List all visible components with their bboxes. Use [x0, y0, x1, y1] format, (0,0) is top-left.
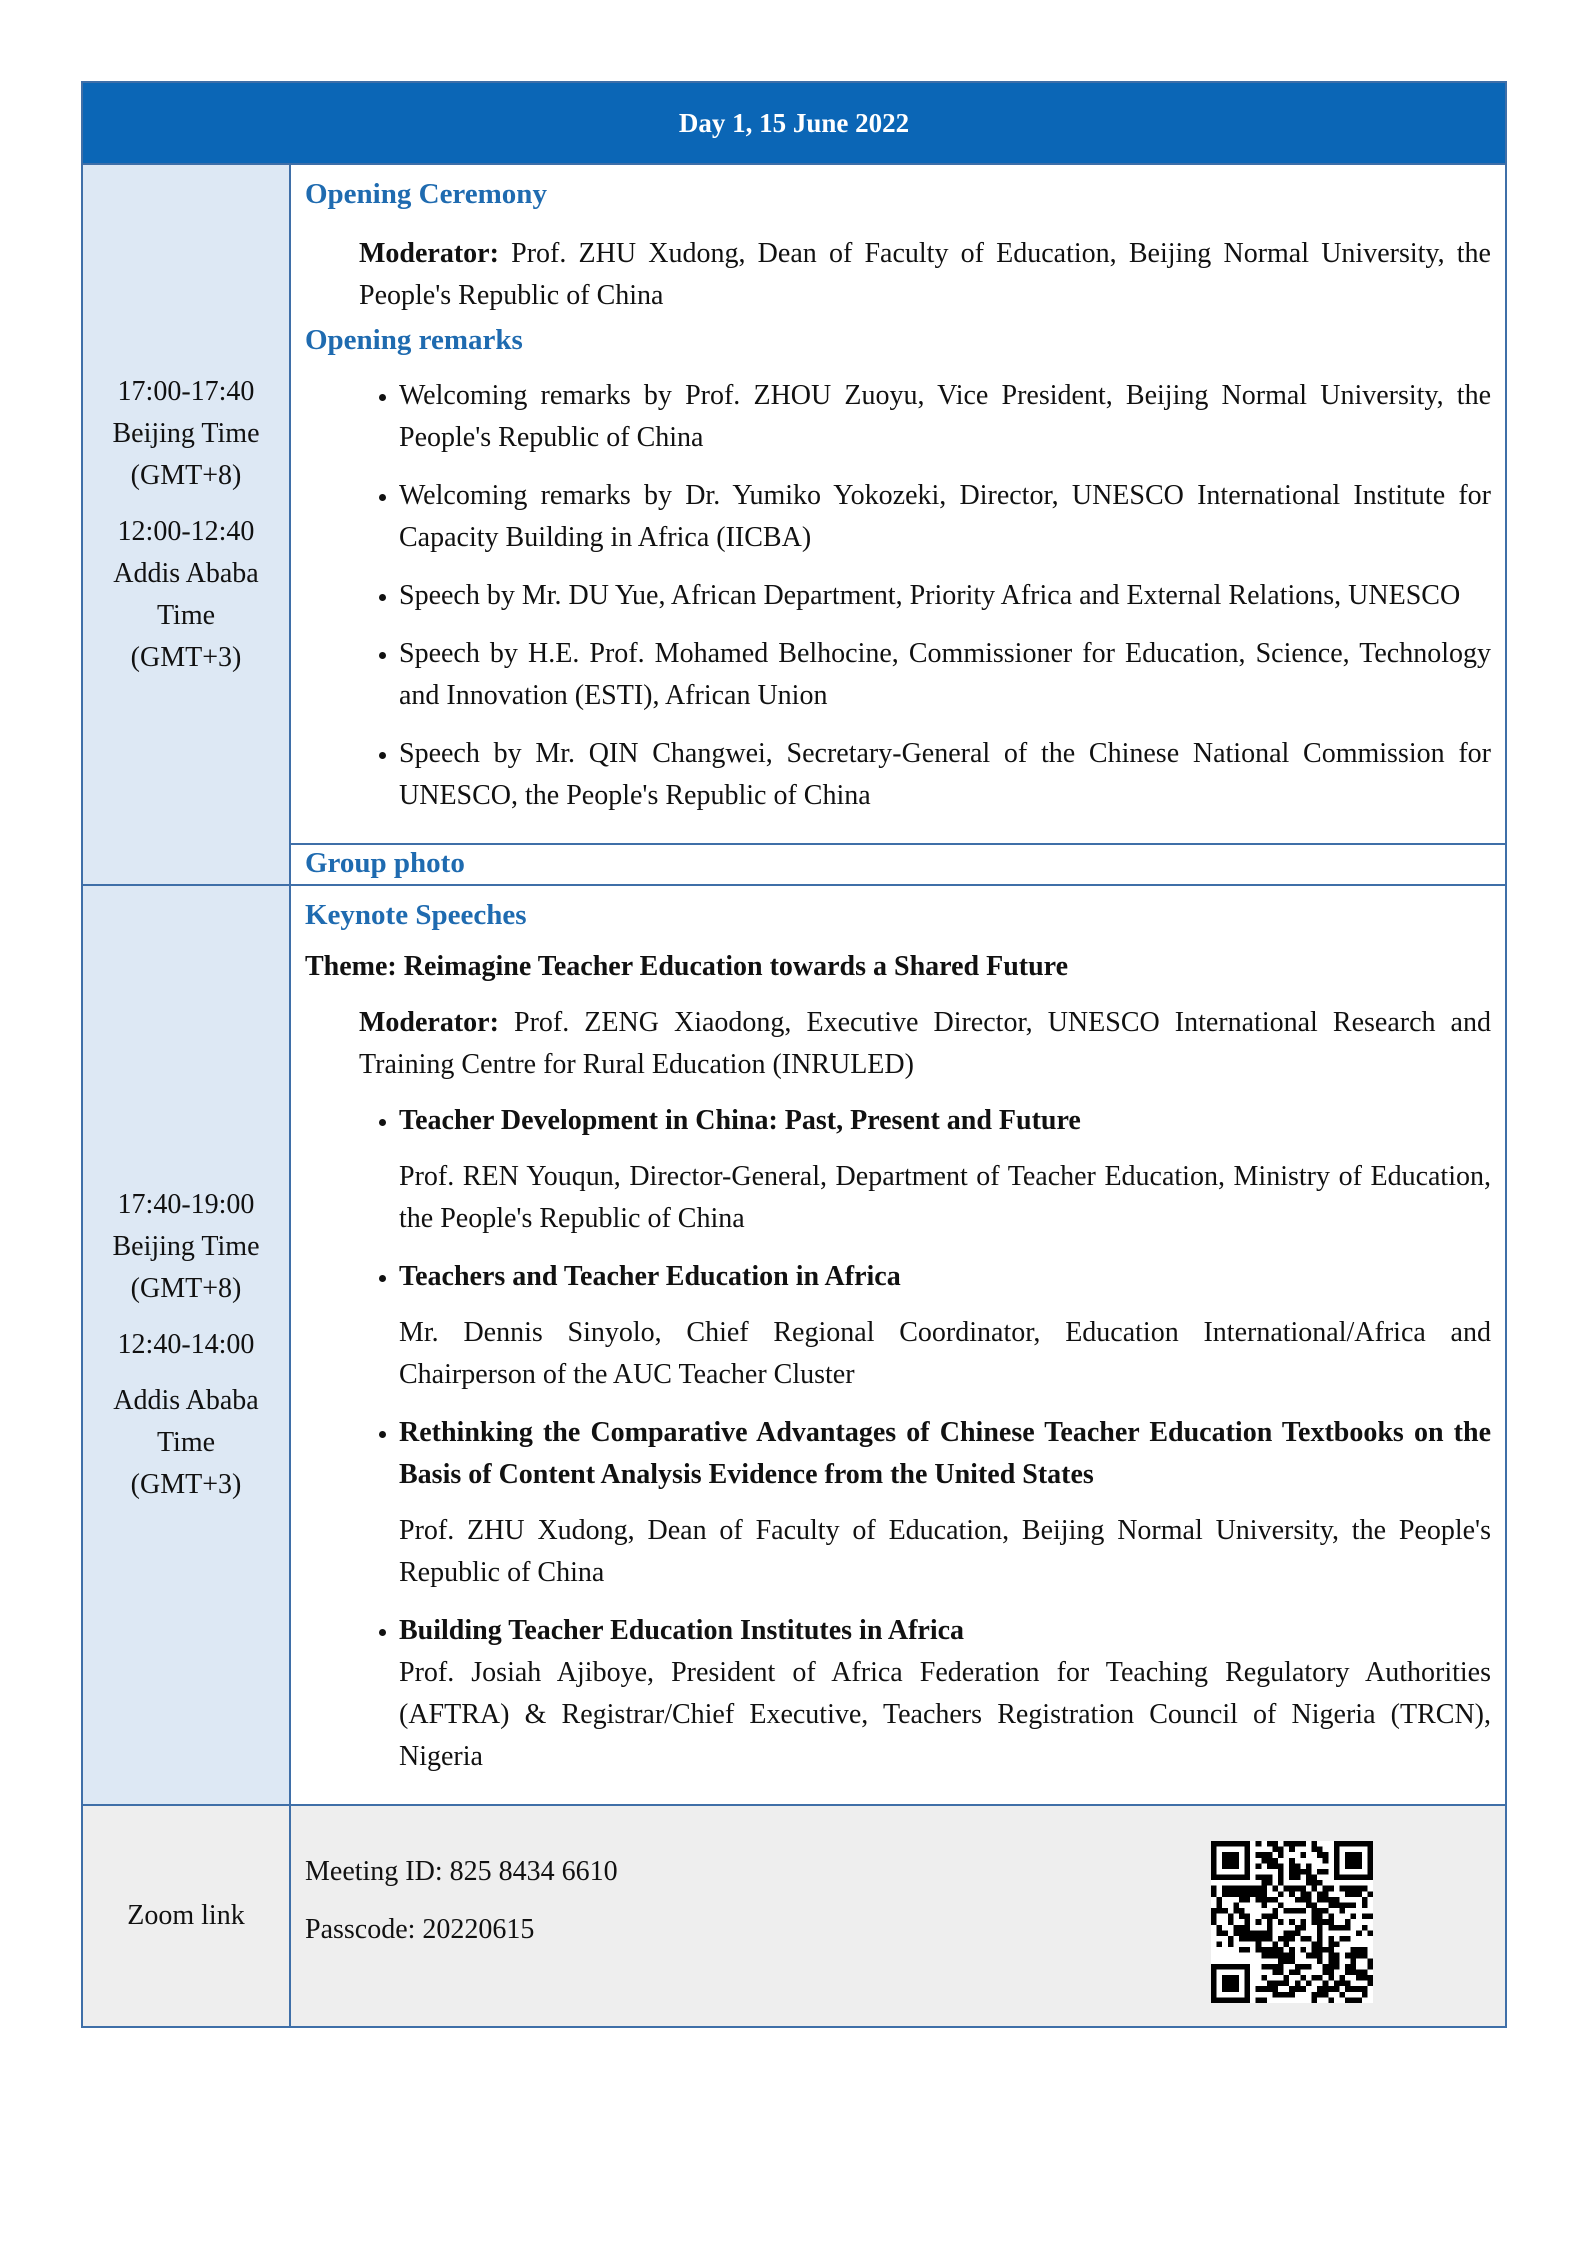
session2-time-beijing: 17:40-19:00 — [117, 1189, 255, 1220]
meeting-id: Meeting ID: 825 8434 6610 — [305, 1856, 618, 1887]
session2-zone-addis-name-2: Time — [156, 1427, 216, 1458]
session1-time-cell — [82, 164, 290, 885]
talk-speaker: Prof. Josiah Ajiboye, President of Africa Federation for Teaching Regulatory Authorities (AFTRA) & Registrar/Chief Executive, Teachers Registration Council of Nigeria (TRCN), Nigeria — [399, 1657, 1491, 1772]
session1-zone-addis-offset: (GMT+3) — [130, 641, 242, 673]
list-item: • Welcoming remarks by Prof. ZHOU Zuoyu, Vice President, Beijing Normal University, the People's Republic of China — [399, 375, 1491, 459]
zoom-details — [290, 1805, 1506, 2027]
moderator-text: Prof. ZENG Xiaodong, Executive Director, UNESCO International Research and Training Centre for Rural Education (INRULED) — [359, 1007, 1491, 1080]
zoom-label: Zoom link — [82, 1805, 290, 2027]
session2-theme: Theme: Reimagine Teacher Education towards a Shared Future — [305, 951, 1069, 982]
session1-time-addis: 12:00-12:40 — [117, 515, 255, 547]
session1-moderator — [359, 233, 1491, 317]
session1-zone-beijing-name: Beijing Time — [112, 417, 260, 449]
talk-speaker: Prof. REN Youqun, Director-General, Department of Teacher Education, Ministry of Education, the People's Republic of China — [399, 1161, 1491, 1234]
list-item — [399, 1610, 1491, 1778]
group-photo-cell — [290, 844, 1506, 885]
list-item — [399, 1256, 1491, 1396]
group-photo-title: Group photo — [305, 847, 465, 879]
opening-ceremony-title: Opening Ceremony — [305, 178, 547, 210]
session2-content — [290, 885, 1506, 1805]
talk-title: • Rethinking the Comparative Advantages of Chinese Teacher Education Textbooks on the Basis of Content Analysis Evidence from the United States — [399, 1417, 1491, 1490]
list-item: • Speech by H.E. Prof. Mohamed Belhocine, Commissioner for Education, Science, Technology and Innovation (ESTI), African Union — [399, 633, 1491, 717]
day-header: Day 1, 15 June 2022 — [82, 82, 1506, 164]
talk-title: • Teachers and Teacher Education in Africa — [399, 1261, 901, 1292]
list-item — [399, 1100, 1491, 1240]
session2-zone-beijing-offset: (GMT+8) — [130, 1273, 242, 1304]
talk-title: • Building Teacher Education Institutes in Africa — [399, 1615, 965, 1646]
session2-time-addis: 12:40-14:00 — [117, 1329, 255, 1360]
session2-zone-addis-name-1: Addis Ababa — [113, 1385, 259, 1416]
keynote-list — [305, 1100, 1491, 1778]
talk-speaker: Mr. Dennis Sinyolo, Chief Regional Coordinator, Education International/Africa and Chairperson of the AUC Teacher Cluster — [399, 1317, 1491, 1390]
session2-time-cell — [82, 885, 290, 1805]
list-item: • Speech by Mr. QIN Changwei, Secretary-General of the Chinese National Commission for UNESCO, the People's Republic of China — [399, 733, 1491, 817]
talk-speaker: Prof. ZHU Xudong, Dean of Faculty of Education, Beijing Normal University, the People's Republic of China — [399, 1515, 1491, 1588]
opening-remarks-title: Opening remarks — [305, 324, 523, 356]
keynote-title: Keynote Speeches — [305, 899, 527, 931]
schedule-table — [81, 81, 1507, 2028]
session1-time-beijing: 17:00-17:40 — [117, 375, 255, 407]
moderator-label: Moderator: — [359, 238, 499, 269]
moderator-text: Prof. ZHU Xudong, Dean of Faculty of Education, Beijing Normal University, the People's Republic of China — [359, 238, 1491, 311]
session1-zone-addis-name-2: Time — [156, 599, 216, 631]
moderator-label: Moderator: — [359, 1007, 499, 1038]
qr-code-icon[interactable] — [1211, 1841, 1373, 2003]
passcode: Passcode: 20220615 — [305, 1914, 535, 1945]
session1-zone-addis-name-1: Addis Ababa — [113, 557, 259, 589]
list-item — [399, 1412, 1491, 1594]
session2-zone-beijing-name: Beijing Time — [112, 1231, 260, 1262]
list-item: • Welcoming remarks by Dr. Yumiko Yokozeki, Director, UNESCO International Institute for Capacity Building in Africa (IICBA) — [399, 475, 1491, 559]
session2-zone-addis-offset: (GMT+3) — [130, 1469, 242, 1500]
talk-title: • Teacher Development in China: Past, Present and Future — [399, 1105, 1081, 1136]
session1-content — [290, 164, 1506, 844]
session2-moderator — [359, 1002, 1491, 1086]
session1-zone-beijing-offset: (GMT+8) — [130, 459, 242, 491]
list-item: • Speech by Mr. DU Yue, African Department, Priority Africa and External Relations, UNESCO — [399, 575, 1491, 617]
remarks-list — [305, 375, 1491, 817]
